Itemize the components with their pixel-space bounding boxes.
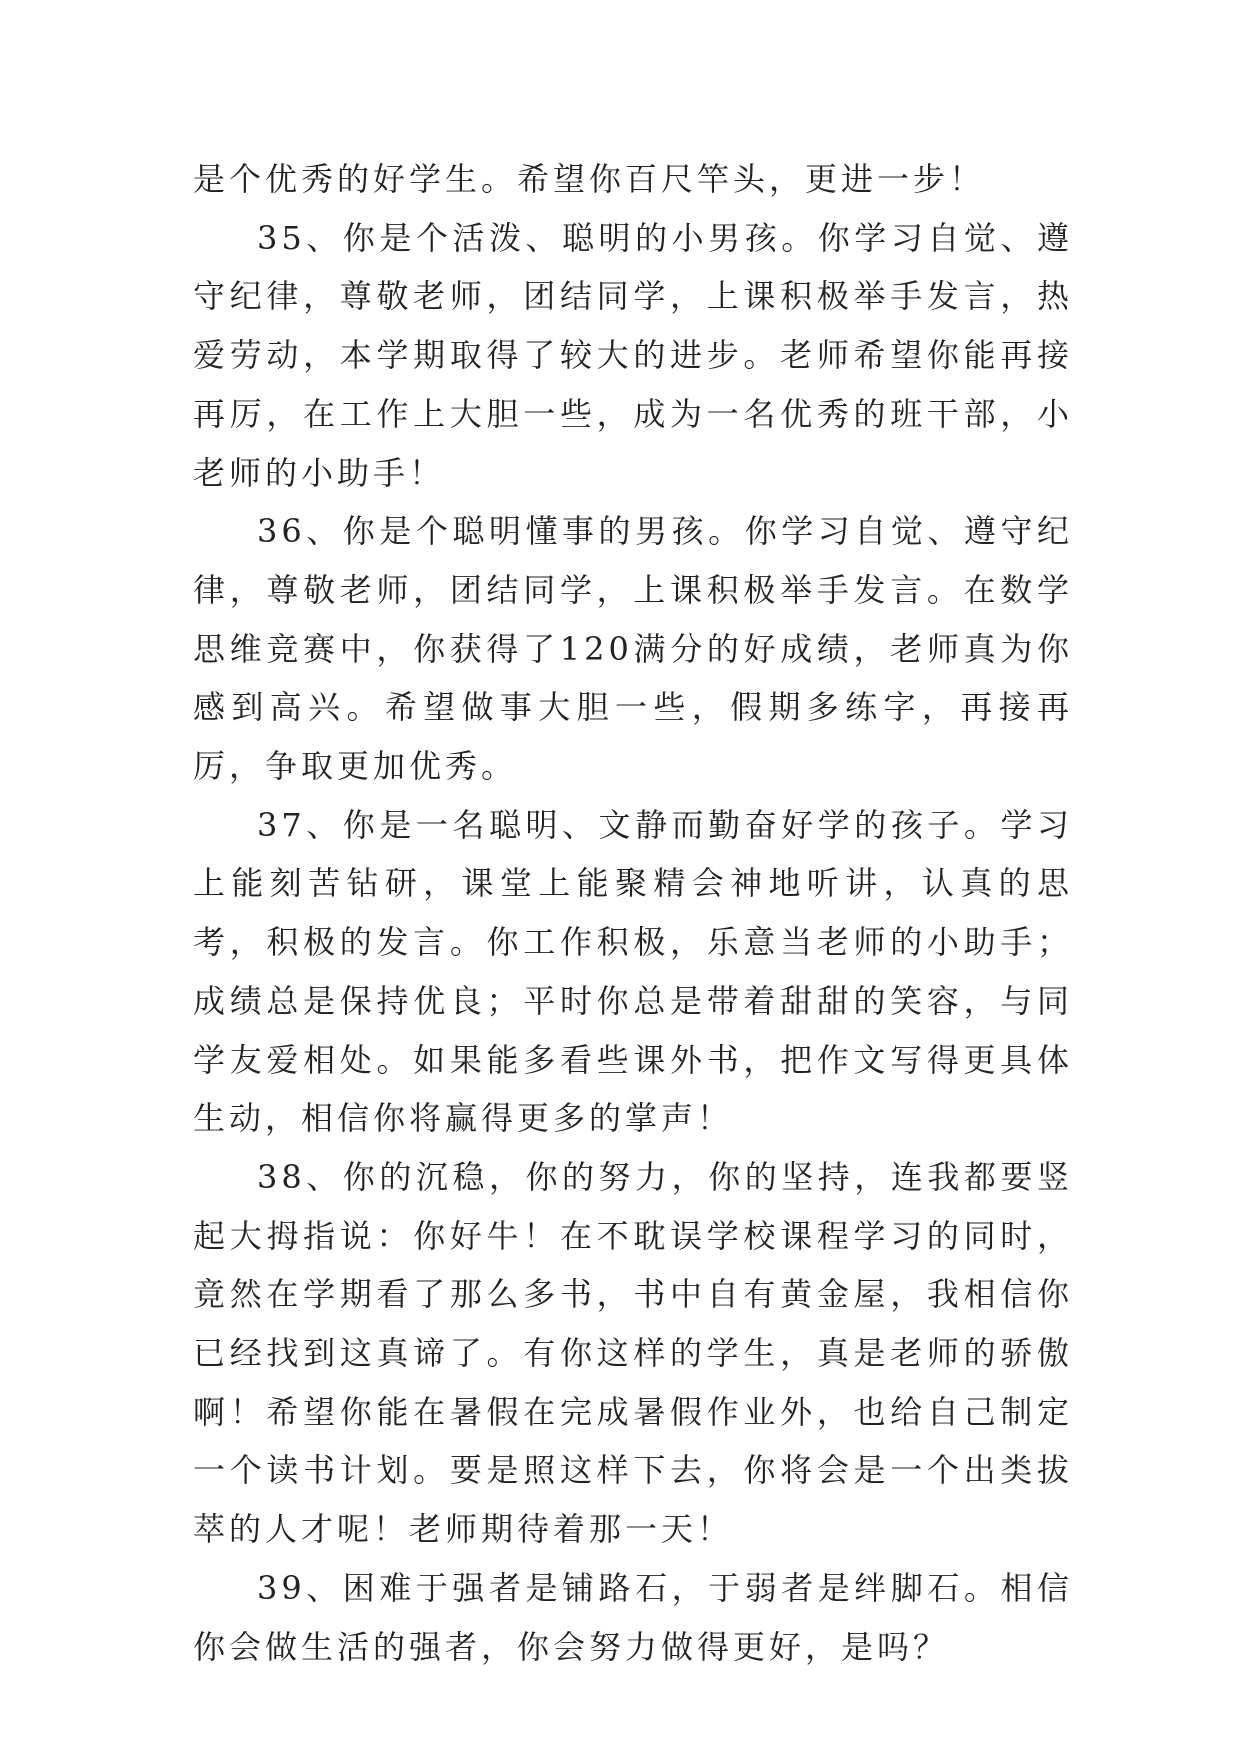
paragraph-37: 37、你是一名聪明、文静而勤奋好学的孩子。学习上能刻苦钻研，课堂上能聚精会神地听讲，认真的思考，积极的发言。你工作积极，乐意当老师的小助手；成绩总是保持优良；平时你总是带着甜甜的笑容，与同学友爱相处。如果能多看些课外书，把作文写得更具体生动，相信你将赢得更多的掌声！ bbox=[193, 805, 1073, 1138]
document-body bbox=[193, 150, 1073, 1676]
paragraph-continuation: 是个优秀的好学生。希望你百尺竿头，更进一步！ bbox=[193, 160, 986, 198]
paragraph-39: 39、困难于强者是铺路石，于弱者是绊脚石。相信你会做生活的强者，你会努力做得更好，是吗？ bbox=[193, 1568, 1073, 1666]
paragraph-36: 36、你是个聪明懂事的男孩。你学习自觉、遵守纪律，尊敬老师，团结同学，上课积极举手发言。在数学思维竞赛中，你获得了120满分的好成绩，老师真为你感到高兴。希望做事大胆一些，假期多练字，再接再厉，争取更加优秀。 bbox=[193, 512, 1073, 786]
paragraph-38: 38、你的沉稳，你的努力，你的坚持，连我都要竖起大拇指说：你好牛！在不耽误学校课程学习的同时，竟然在学期看了那么多书，书中自有黄金屋，我相信你已经找到这真谛了。有你这样的学生，真是老师的骄傲啊！希望你能在暑假在完成暑假作业外，也给自己制定一个读书计划。要是照这样下去，你将会是一个出类拔萃的人才呢！老师期待着那一天！ bbox=[193, 1157, 1073, 1549]
paragraph-35: 35、你是个活泼、聪明的小男孩。你学习自觉、遵守纪律，尊敬老师，团结同学，上课积极举手发言，热爱劳动，本学期取得了较大的进步。老师希望你能再接再厉，在工作上大胆一些，成为一名优秀的班干部，小老师的小助手！ bbox=[193, 218, 1073, 492]
